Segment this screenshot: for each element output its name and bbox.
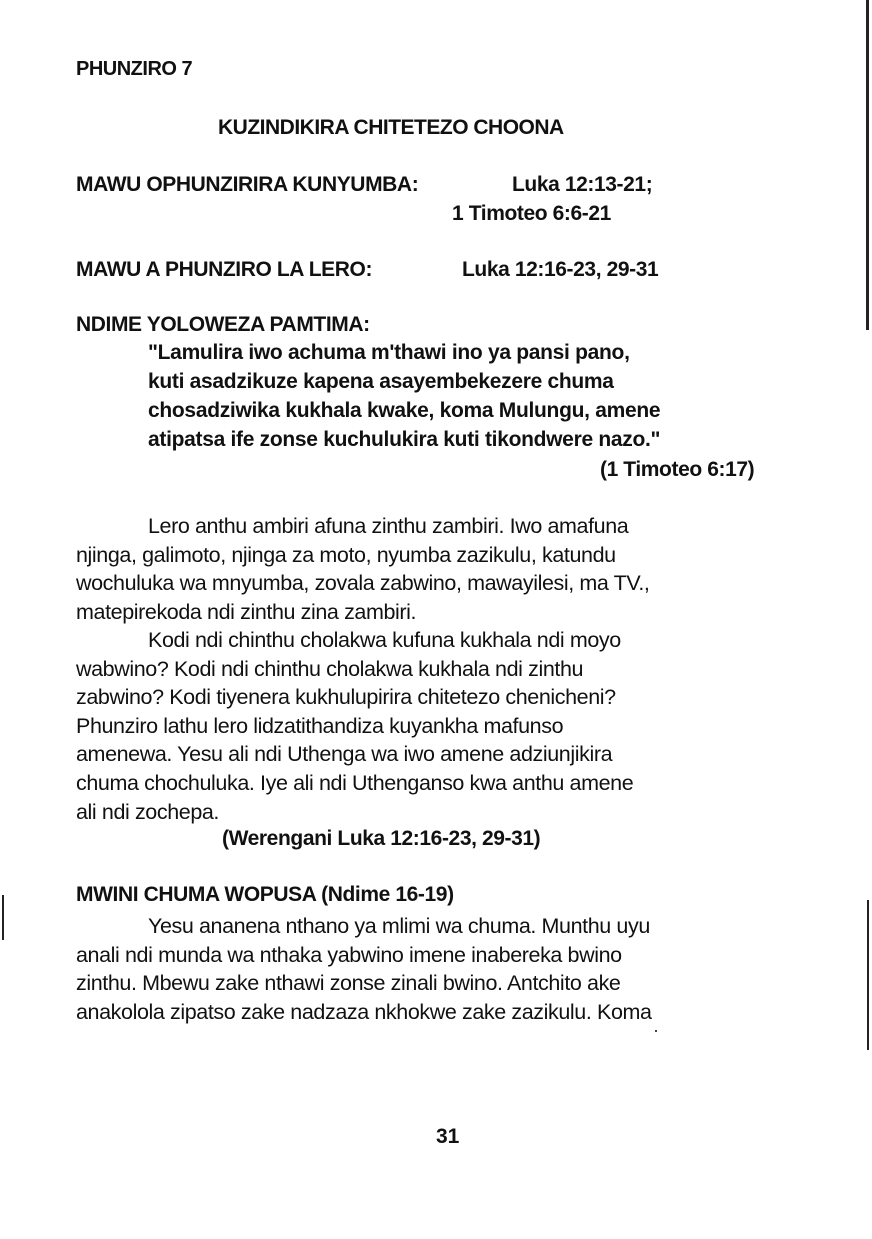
paragraph-line: njinga, galimoto, njinga za moto, nyumba zazikulu, katundu: [76, 542, 616, 567]
scan-edge-line-right-lower: [867, 900, 869, 1050]
home-reading-label: MAWU OPHUNZIRIRA KUNYUMBA:: [76, 173, 419, 196]
paragraph-line: ali ndi zochepa.: [76, 799, 220, 824]
home-reading-ref2: 1 Timoteo 6:6-21: [452, 202, 611, 225]
paragraph-line: Lero anthu ambiri afuna zinthu zambiri. Iwo amafuna: [148, 514, 629, 538]
paragraph-line: Yesu ananena nthano ya mlimi wa chuma. Munthu uyu: [148, 914, 650, 938]
lesson-label: PHUNZIRO 7: [76, 58, 193, 80]
lesson-reading-label: MAWU A PHUNZIRO LA LERO:: [76, 258, 373, 281]
page-number: 31: [436, 1125, 460, 1148]
lesson-title: KUZINDIKIRA CHITETEZO CHOONA: [218, 116, 564, 139]
paragraph-line: zinthu. Mbewu zake nthawi zonse zinali bwino. Antchito ake: [76, 971, 621, 996]
paragraph-line: wochuluka wa mnyumba, zovala zabwino, mawayilesi, ma TV.,: [76, 571, 650, 596]
paragraph-line: anali ndi munda wa nthaka yabwino imene inabereka bwino: [76, 942, 622, 967]
lesson-reading-ref: Luka 12:16-23, 29-31: [462, 258, 659, 281]
intro-paragraph-2: [76, 626, 633, 826]
memory-verse-text: [148, 338, 808, 454]
section-paragraph: [76, 912, 652, 1026]
memory-verse-citation: (1 Timoteo 6:17): [600, 458, 755, 481]
paragraph-line: zabwino? Kodi tiyenera kukhulupirira chitetezo chenicheni?: [76, 685, 616, 710]
paragraph-line: Kodi ndi chinthu cholakwa kufuna kukhala ndi moyo: [148, 628, 621, 652]
section-heading: MWINI CHUMA WOPUSA (Ndime 16-19): [76, 883, 454, 906]
scan-edge-line-right: [866, 0, 869, 330]
intro-paragraph-1: [76, 512, 650, 626]
memory-verse-line: chosadziwika kukhala kwake, koma Mulungu, amene: [148, 399, 661, 422]
memory-verse-label: NDIME YOLOWEZA PAMTIMA:: [76, 313, 370, 336]
paragraph-line: chuma chochuluka. Iye ali ndi Uthenganso kwa anthu amene: [76, 770, 634, 795]
home-reading-ref1: Luka 12:13-21;: [512, 173, 653, 196]
scan-edge-line-left: [2, 895, 4, 940]
paragraph-line: Phunziro lathu lero lidzatithandiza kuyankha mafunso: [76, 713, 564, 738]
paragraph-line: amenewa. Yesu ali ndi Uthenga wa iwo amene adziunjikira: [76, 742, 613, 767]
memory-verse-line: kuti asadzikuze kapena asayembekezere chuma: [148, 370, 614, 393]
memory-verse-line: atipatsa ife zonse kuchulukira kuti tikondwere nazo.": [148, 428, 661, 451]
reading-note: (Werengani Luka 12:16-23, 29-31): [222, 827, 541, 850]
memory-verse-line: "Lamulira iwo achuma m'thawi ino ya pansi pano,: [148, 341, 630, 364]
paragraph-line: matepirekoda ndi zinthu zina zambiri.: [76, 599, 417, 624]
paragraph-line: wabwino? Kodi ndi chinthu cholakwa kukhala ndi zinthu: [76, 656, 584, 681]
paragraph-line: anakolola zipatso zake nadzaza nkhokwe zake zazikulu. Koma: [76, 999, 652, 1024]
scan-speck: [655, 1030, 657, 1032]
